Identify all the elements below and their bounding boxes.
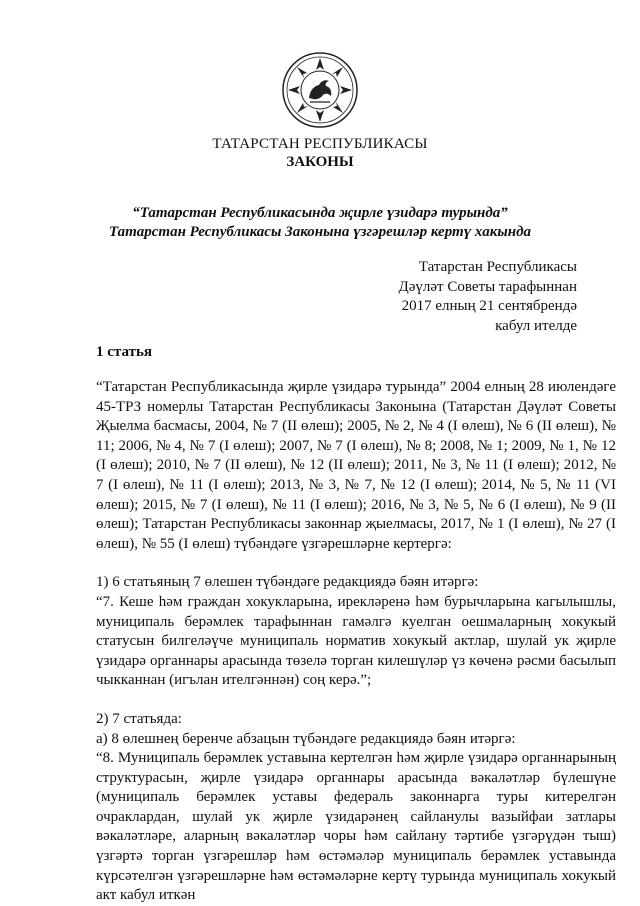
adoption-line3: 2017 елның 21 сентябрендә: [401, 298, 577, 314]
item2-heading: 2) 7 статьяда:: [96, 710, 182, 727]
item1-heading: 1) 6 статьяның 7 өлешен түбәндәге редакциядә бәян итәргә:: [96, 574, 479, 591]
adoption-note: [399, 258, 577, 336]
article-intro: “Татарстан Республикасында җирле үзидарә турында” 2004 елның 28 июлендәге 45-ТРЗ номерлы Татарстан Республикасы Законына (Татарстан Дәүләт Советы Җыелма басмасы, 2004, № 7 (II өлеш); 2005, № 2, № 4 (I өлеш), № 6 (II өлеш), № 11; 2006, № 4, № 7 (I өлеш); 2007, № 7 (I өлеш), № 8; 2008, № 1; 2009, № 1, № 12 (I өлеш); 2010, № 7 (II өлеш), № 12 (II өлеш); 2011, № 3, № 11 (I өлеш); 2012, № 7 (I өлеш), № 11 (I өлеш); 2013, № 3, № 7, № 12 (I өлеш); 2014, № 5, № 11 (VI өлеш); 2015, № 7 (I өлеш), № 11 (I өлеш); 2016, № 3, № 5, № 6 (I өлеш), № 9 (II өлеш); Татарстан Республикасы законнар җыелмасы, 2017, № 1 (I өлеш), № 27 (I өлеш), № 55 (I өлеш) түбәндәге үзгәрешләрне кертергә:: [96, 379, 616, 552]
header-law: ЗАКОНЫ: [286, 154, 354, 170]
item2a-heading: а) 8 өлешнең беренче абзацын түбәндәге редакциядә бәян итәргә:: [96, 730, 516, 747]
coat-of-arms-emblem: [280, 50, 360, 130]
item2a-text: “8. Муниципаль берәмлек уставына кертелгән һәм җирле үзидарә органнарының структурасын, җирле үзидарә органнары арасында вәкаләтләр бүлешүне (муниципаль берәмлек уставы федераль законнарга туры китерелгән очраклардан, шулай ук җирле үзидарәнең сайланулы вазыйфаи затлары вәкаләтләре, аларның вәкаләтләр чоры һәм сайлану тәртибе үзгәрүдән тыш) үзгәртә торган үзгәрешләр һәм өстәмәләр муниципаль берәмлек уставында күрсәтелгән үзгәрешләрне һәм өстәмәләрне кертү турында муниципаль хокукый акт кабул иткән: [96, 750, 616, 904]
law-title-line2: Татарстан Республикасы Законына үзгәрешләр кертү хакында: [108, 224, 532, 240]
adoption-line2: Дәүләт Советы тарафыннан: [398, 278, 577, 295]
law-title-line1: “Татарстан Республикасында җирле үзидарә турында”: [132, 205, 508, 221]
law-title: [0, 204, 640, 242]
adoption-line1: Татарстан Республикасы: [418, 259, 577, 275]
article-body: [96, 378, 616, 906]
article-heading: 1 статья: [96, 344, 152, 360]
header-republic: ТАТАРСТАН РЕСПУБЛИКАСЫ: [212, 136, 428, 152]
adoption-line4: кабул ителде: [495, 317, 577, 334]
item1-text: “7. Кеше һәм граждан хокукларына, ирекләренә һәм бурычларына кагылышлы, муниципаль берәмлек тарафыннан гамәлгә куелган оешмаларның хокукый статусын билгеләүче муниципаль норматив хокукый актлар, шулай ук җирле үзидарә органнары арасында төзелә торган килешүләр үз көченә рәсми басылып чыкканнан (игълан ителгәннән) соң керә.”;: [96, 593, 616, 689]
